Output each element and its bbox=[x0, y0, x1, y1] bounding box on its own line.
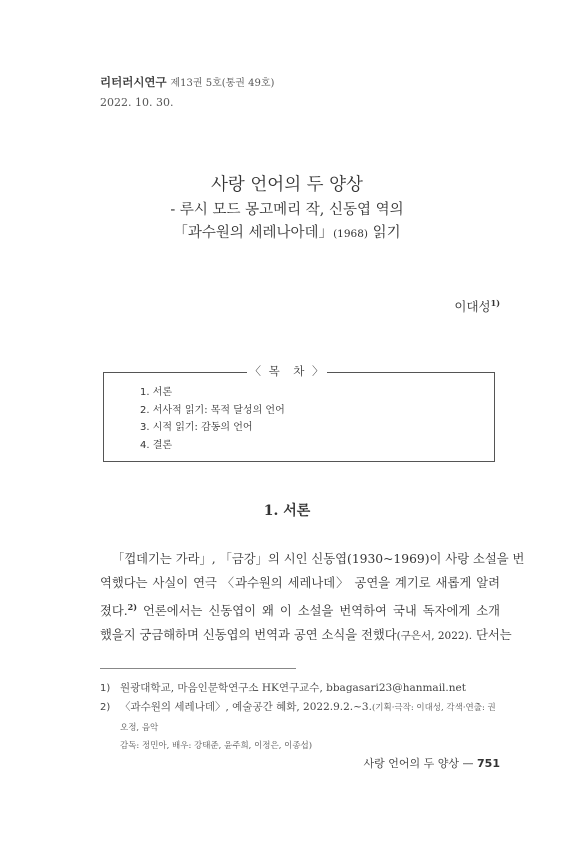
toc-heading: 〈 목 차 〉 bbox=[249, 364, 325, 378]
article-title-block bbox=[0, 172, 574, 246]
footnote-divider bbox=[100, 668, 296, 669]
footnote-detail-line2: 감독: 정민아, 배우: 강태준, 윤주희, 이정은, 이종섭) bbox=[120, 741, 313, 751]
toc-heading-text: 목 차 bbox=[268, 364, 306, 378]
subtitle-end: 읽기 bbox=[367, 225, 401, 241]
body-paragraph bbox=[100, 547, 525, 648]
author-footnote-mark[interactable]: 1) bbox=[490, 297, 500, 308]
footnote-text: 〈과수원의 세레나데〉, 예술공간 혜화, 2022.9.2.~3. bbox=[120, 701, 372, 713]
toc-list bbox=[140, 384, 285, 454]
page-number: 751 bbox=[477, 757, 500, 770]
body-line bbox=[100, 595, 500, 623]
article-subtitle-line2 bbox=[0, 222, 574, 246]
journal-header bbox=[100, 73, 274, 112]
body-text: 했을지 궁금해하며 신동엽의 번역과 공연 소식을 전했다 bbox=[100, 628, 397, 643]
work-year: (1968) bbox=[333, 228, 368, 240]
publication-date: 2022. 10. 30. bbox=[100, 96, 174, 109]
citation: (구은서, 2022). bbox=[396, 630, 473, 643]
body-text: 졌다. bbox=[100, 604, 128, 619]
body-line: 역했다는 사실이 연극 〈과수원의 세레나데〉 공연을 계기로 새롭게 알려 bbox=[100, 576, 500, 590]
body-line: 「껍데기는 가라」, 「금강」의 시인 신동엽(1930~1969)이 사랑 소설을 번 bbox=[112, 552, 525, 566]
author bbox=[454, 297, 500, 315]
body-text: 언론에서는 신동엽이 왜 이 소설을 번역하여 국내 독자에게 소개 bbox=[137, 604, 500, 619]
toc-item: 3. 시적 읽기: 감동의 언어 bbox=[140, 422, 253, 433]
footnote bbox=[100, 679, 500, 698]
running-title: 사랑 언어의 두 양상 bbox=[363, 757, 460, 770]
footnote bbox=[100, 698, 500, 754]
footnote-mark[interactable]: 2) bbox=[127, 602, 138, 612]
footnote-text: 원광대학교, 마음인문학연구소 HK연구교수, bbagasari23@hanmail.net bbox=[120, 682, 466, 694]
article-title: 사랑 언어의 두 양상 bbox=[211, 175, 363, 195]
body-text: 단서는 bbox=[472, 628, 512, 643]
toc-item: 2. 서사적 읽기: 목적 달성의 언어 bbox=[140, 404, 285, 416]
section-heading: 1. 서론 bbox=[263, 503, 311, 519]
footnote-number: 1) bbox=[100, 683, 111, 694]
author-name: 이대성 bbox=[454, 299, 491, 314]
toc-item: 4. 결론 bbox=[140, 439, 173, 451]
page-footer bbox=[364, 755, 500, 771]
body-line bbox=[100, 623, 512, 648]
footer-dash: — bbox=[462, 757, 474, 770]
article-subtitle: - 루시 모드 몽고메리 작, 신동엽 역의 bbox=[170, 202, 404, 218]
journal-name: 리터러시연구 bbox=[100, 75, 167, 89]
footnote-number: 2) bbox=[100, 702, 111, 713]
journal-volume: 제13권 5호(통권 49호) bbox=[170, 78, 275, 89]
toc-item: 1. 서론 bbox=[140, 387, 173, 398]
work-title: 「과수원의 세레나아데」 bbox=[173, 225, 334, 241]
footnote-detail: (기획·극작: 이대성, 각색·연출: 권오정, 음악 bbox=[120, 703, 496, 733]
footnotes bbox=[100, 679, 500, 754]
